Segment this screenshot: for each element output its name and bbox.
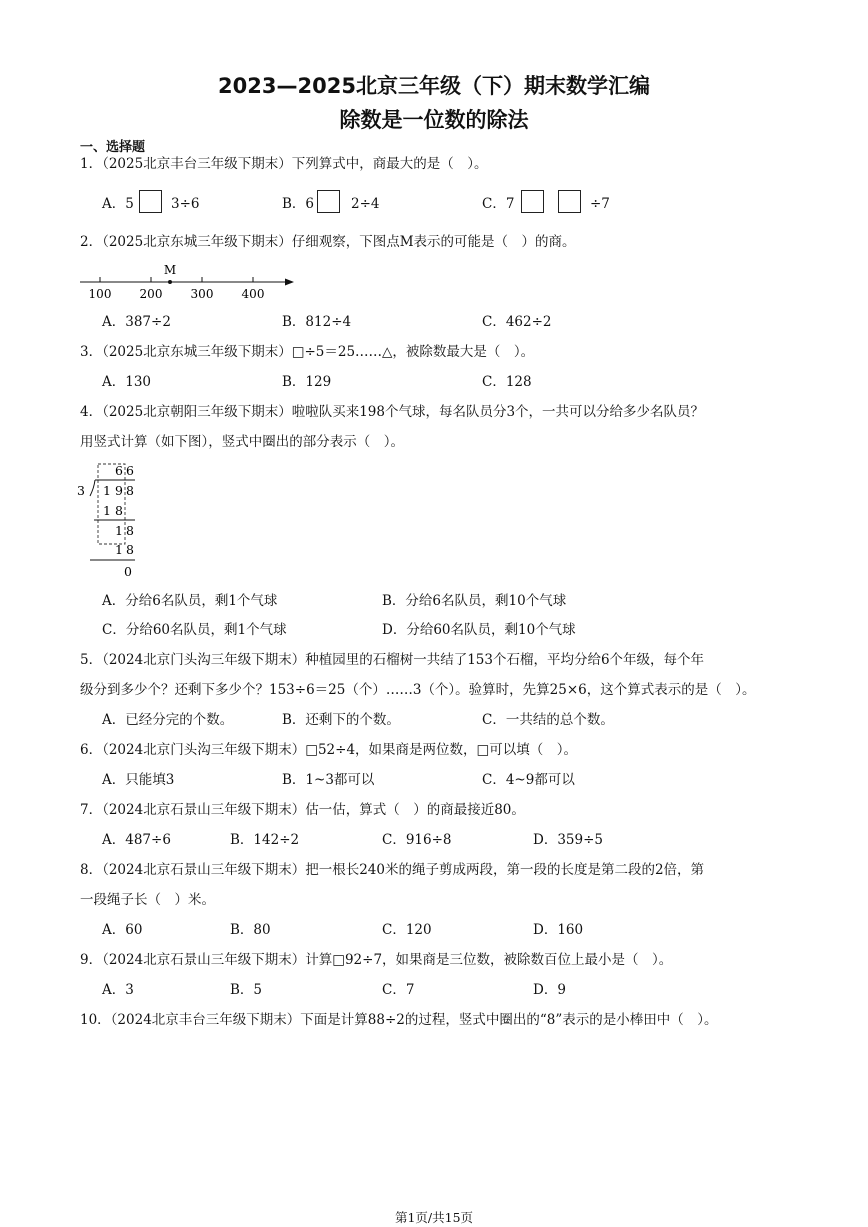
q4-option-c: C．分给60名队员，剩1个气球 — [102, 622, 287, 638]
q1-option-c-blank-box-1 — [521, 190, 544, 213]
q3-option-b: B．129 — [282, 374, 332, 390]
page-number-footer: 第1页/共15页 — [394, 1210, 474, 1225]
q5-option-c: C．一共结的总个数。 — [482, 712, 614, 728]
q5-option-b: B．还剩下的个数。 — [282, 712, 400, 728]
question-5-stem-line-1: 5．（2024北京门头沟三年级下期末）种植园里的石榴树一共结了153个石榴，平均分给6个年级，每个年 — [80, 652, 705, 668]
question-2-stem: 2．（2025北京东城三年级下期末）仔细观察，下图点M表示的可能是（ ）的商。 — [80, 234, 576, 250]
q8-option-b: B．80 — [230, 922, 271, 938]
q1-option-b-blank-box — [317, 190, 340, 213]
q1-option-b-suffix: 2÷4 — [351, 196, 380, 212]
q4-option-b: B．分给6名队员，剩10个气球 — [382, 593, 567, 609]
q2-option-b: B．812÷4 — [282, 314, 352, 330]
q7-option-d: D．359÷5 — [533, 832, 603, 848]
q9-option-d: D．9 — [533, 982, 566, 998]
q1-option-c-prefix: C．7 — [482, 196, 515, 212]
question-1-stem: 1．（2025北京丰台三年级下期末）下列算式中，商最大的是（ ）。 — [80, 156, 488, 172]
tick-label: 200 — [139, 287, 163, 301]
q6-option-a: A．只能填3 — [102, 772, 175, 788]
q3-option-a: A．130 — [102, 374, 152, 390]
tick-label: 300 — [190, 287, 214, 301]
document-subtitle: 除数是一位数的除法 — [339, 108, 529, 132]
divisor: 3 — [77, 483, 85, 498]
q1-option-c-blank-box-2 — [558, 190, 581, 213]
tick-label: 400 — [241, 287, 265, 301]
q2-option-a: A．387÷2 — [102, 314, 171, 330]
q5-option-a: A．已经分完的个数。 — [102, 712, 234, 728]
q3-option-c: C．128 — [482, 374, 532, 390]
q1-option-a-suffix: 3÷6 — [171, 196, 200, 212]
q8-option-d: D．160 — [533, 922, 584, 938]
q6-option-b: B．1~3都可以 — [282, 772, 375, 788]
point-m-label: M — [163, 263, 177, 277]
question-8-stem-line-2: 一段绳子长（ ）米。 — [80, 892, 215, 908]
step-digit: 1 — [103, 503, 111, 518]
question-4-stem-line-2: 用竖式计算（如下图），竖式中圈出的部分表示（ ）。 — [80, 434, 404, 450]
q1-option-b-prefix: B．6 — [282, 196, 315, 212]
question-6-stem: 6．（2024北京门头沟三年级下期末）□52÷4，如果商是两位数，□可以填（ ）。 — [80, 742, 578, 758]
q7-option-a: A．487÷6 — [102, 832, 171, 848]
q7-option-b: B．142÷2 — [230, 832, 300, 848]
question-5-stem-line-2: 级分到多少个？还剩下多少个？153÷6＝25（个）……3（个）。验算时，先算25×6，这个算式表示的是（ ）。 — [80, 682, 756, 698]
document-title: 2023—2025北京三年级（下）期末数学汇编 — [218, 74, 650, 98]
question-4-stem-line-1: 4．（2025北京朝阳三年级下期末）啦啦队买来198个气球，每名队员分3个，一共可以分给多少名队员？ — [80, 404, 705, 420]
q1-option-c-suffix: ÷7 — [590, 196, 610, 212]
question-3-stem: 3．（2025北京东城三年级下期末）□÷5＝25……△，被除数最大是（ ）。 — [80, 344, 535, 360]
step-digit: 1 — [115, 542, 123, 557]
section-heading: 一、选择题 — [80, 140, 146, 155]
question-8-stem-line-1: 8．（2024北京石景山三年级下期末）把一根长240米的绳子剪成两段，第一段的长度是第二段的2倍，第 — [80, 862, 705, 878]
step-digit: 8 — [126, 542, 134, 557]
q9-option-a: A．3 — [102, 982, 134, 998]
dividend-digit: 8 — [126, 483, 134, 498]
q1-option-a-blank-box — [139, 190, 162, 213]
q6-option-c: C．4~9都可以 — [482, 772, 575, 788]
dividend-digit: 1 — [103, 483, 111, 498]
dividend-digit: 9 — [115, 483, 123, 498]
quotient-digit: 6 — [126, 463, 134, 478]
question-10-stem: 10．（2024北京丰台三年级下期末）下面是计算88÷2的过程，竖式中圈出的“8”表示的是小棒田中（ ）。 — [80, 1012, 718, 1028]
step-digit: 1 — [115, 523, 123, 538]
step-digit: 8 — [115, 503, 123, 518]
question-7-stem: 7．（2024北京石景山三年级下期末）估一估，算式（ ）的商最接近80。 — [80, 802, 525, 818]
question-9-stem: 9．（2024北京石景山三年级下期末）计算□92÷7，如果商是三位数，被除数百位上最小是（ ）。 — [80, 952, 673, 968]
q4-option-d: D．分给60名队员，剩10个气球 — [382, 622, 576, 638]
q7-option-c: C．916÷8 — [382, 832, 452, 848]
q2-option-c: C．462÷2 — [482, 314, 552, 330]
q8-option-a: A．60 — [102, 922, 143, 938]
q1-option-a-prefix: A．5 — [102, 196, 134, 212]
q4-option-a: A．分给6名队员，剩1个气球 — [102, 593, 278, 609]
q9-option-b: B．5 — [230, 982, 263, 998]
point-m-marker — [168, 280, 172, 284]
step-digit: 8 — [126, 523, 134, 538]
q8-option-c: C．120 — [382, 922, 432, 938]
tick-label: 100 — [88, 287, 112, 301]
remainder: 0 — [124, 564, 132, 579]
long-division-figure — [72, 458, 152, 583]
quotient-digit: 6 — [115, 463, 123, 478]
number-line-figure — [78, 260, 300, 302]
q9-option-c: C．7 — [382, 982, 415, 998]
